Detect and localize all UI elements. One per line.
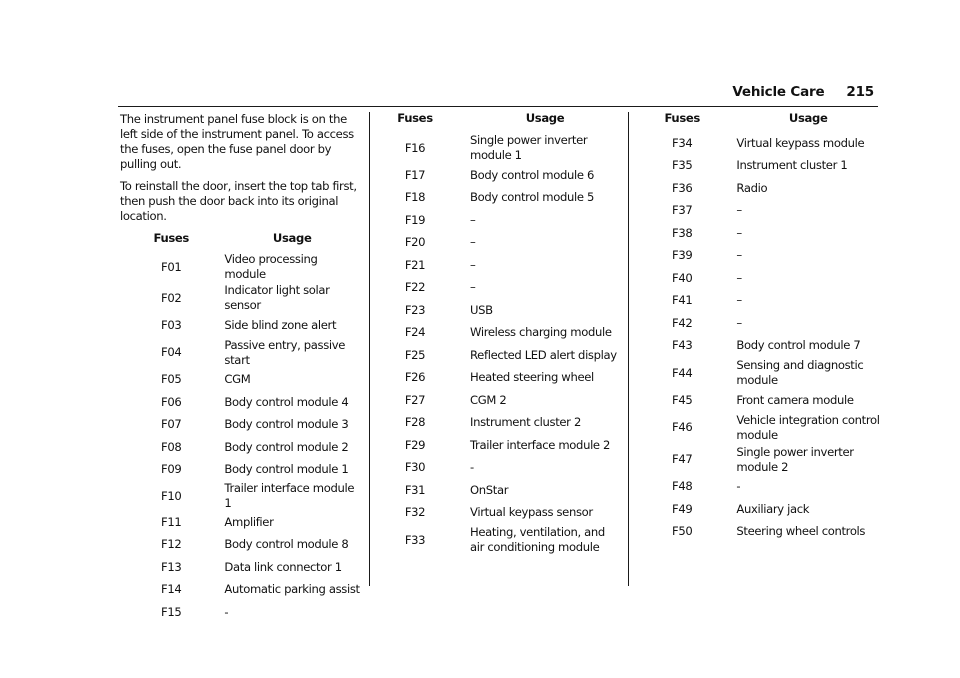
table-row	[654, 155, 880, 178]
fuse-usage: Automatic parking assist	[224, 582, 360, 597]
fuse-usage: Passive entry, passive start	[224, 337, 346, 367]
column-divider	[628, 112, 629, 586]
fuse-id: F05	[161, 372, 182, 387]
fuse-usage: Body control module 1	[224, 462, 349, 477]
fuse-id: F46	[672, 420, 693, 434]
table-row	[386, 344, 620, 367]
header-rule	[118, 106, 878, 107]
fuse-id: F42	[672, 315, 693, 330]
page-header	[732, 84, 874, 100]
fuse-id: F29	[404, 437, 426, 452]
fuse-usage: Sensing and diagnostic module	[736, 358, 864, 387]
fuse-id: F11	[161, 514, 182, 529]
table-row	[386, 254, 620, 277]
fuse-id: F19	[404, 212, 426, 227]
fuse-id: F01	[161, 259, 182, 274]
section-title: Vehicle Care	[732, 84, 825, 100]
table-row	[654, 444, 880, 476]
fuse-usage: Heated steering wheel	[470, 370, 594, 385]
table-row	[654, 521, 880, 544]
fuse-usage: Single power inverter module 1	[470, 133, 588, 162]
fuse-usage: Data link connector 1	[224, 559, 342, 574]
fuse-usage: Auxiliary jack	[736, 501, 810, 516]
fuse-usage: Body control module 8	[224, 537, 349, 552]
fuse-usage: -	[470, 460, 474, 475]
table-row	[144, 314, 360, 337]
table-row	[144, 282, 360, 314]
fuse-id: F03	[161, 317, 182, 332]
fuse-usage: –	[736, 293, 742, 308]
fuse-id: F15	[161, 604, 182, 619]
fuse-id: F41	[672, 293, 693, 308]
fuse-id: F32	[404, 505, 426, 520]
fuse-usage: Single power inverter module 2	[736, 444, 854, 474]
table-row	[386, 367, 620, 390]
fuse-id: F04	[161, 345, 182, 359]
fuse-usage: –	[470, 235, 476, 250]
fuse-usage: -	[736, 479, 741, 494]
table-row	[654, 200, 880, 223]
fuse-id: F10	[161, 488, 182, 503]
column-2	[380, 112, 620, 556]
fuse-usage: Body control module 6	[470, 167, 594, 182]
table-row	[386, 389, 620, 412]
fuse-id: F37	[672, 203, 693, 218]
fuse-usage: –	[470, 280, 476, 295]
fuse-table-body	[144, 252, 360, 624]
fuse-usage: Side blind zone alert	[224, 317, 337, 332]
table-row	[654, 177, 880, 200]
table-row	[386, 187, 620, 210]
fuse-id: F20	[404, 235, 426, 250]
table-row	[386, 164, 620, 187]
fuse-usage: Steering wheel controls	[736, 524, 866, 539]
table-row	[654, 222, 880, 245]
intro-paragraph: To reinstall the door, insert the top tab first, then push the door back into its original location.	[120, 179, 357, 223]
fuse-usage: Virtual keypass sensor	[470, 505, 593, 520]
fuse-usage: Body control module 2	[224, 439, 349, 454]
fuse-usage: –	[470, 212, 476, 227]
fuse-usage: Radio	[736, 180, 768, 195]
table-row	[654, 412, 880, 444]
fuse-usage: Body control module 7	[736, 338, 861, 353]
fuses-header: Fuses	[397, 111, 433, 125]
table-row	[654, 312, 880, 335]
table-row	[144, 459, 360, 482]
table-row	[654, 335, 880, 358]
fuse-id: F30	[404, 460, 426, 475]
table-row	[144, 391, 360, 414]
table-row	[654, 132, 880, 155]
fuses-header: Fuses	[664, 111, 700, 125]
table-row	[144, 337, 360, 369]
fuse-id: F14	[161, 582, 182, 597]
table-row	[144, 252, 360, 282]
fuse-usage: –	[736, 225, 742, 240]
table-row	[654, 245, 880, 268]
table-row	[144, 556, 360, 579]
fuse-id: F21	[404, 257, 426, 272]
fuse-id: F22	[404, 280, 426, 295]
fuse-table-body	[654, 132, 880, 543]
fuse-usage: CGM 2	[470, 392, 507, 407]
fuse-id: F12	[161, 537, 182, 552]
fuse-id: F39	[672, 248, 693, 263]
column-divider	[369, 112, 370, 586]
fuse-id: F18	[404, 190, 426, 205]
table-row	[386, 277, 620, 300]
table-row	[654, 290, 880, 313]
fuse-id: F45	[672, 392, 693, 407]
fuse-id: F33	[404, 532, 426, 547]
table-row	[144, 414, 360, 437]
table-row	[386, 524, 620, 556]
table-row	[144, 579, 360, 602]
table-row	[654, 498, 880, 521]
fuse-id: F23	[404, 302, 426, 317]
table-row	[386, 434, 620, 457]
table-row	[144, 511, 360, 534]
fuse-id: F38	[672, 225, 693, 240]
fuse-id: F06	[161, 394, 182, 409]
fuse-usage: OnStar	[470, 482, 509, 497]
fuse-usage: Body control module 4	[224, 394, 349, 409]
fuse-id: F16	[404, 140, 426, 155]
fuse-usage: –	[736, 203, 742, 218]
fuse-id: F36	[672, 180, 693, 195]
fuse-usage: –	[736, 315, 742, 330]
table-row	[144, 534, 360, 557]
table-row	[144, 481, 360, 511]
fuse-usage: Instrument cluster 2	[470, 415, 581, 430]
table-row	[654, 357, 880, 389]
fuse-id: F31	[404, 482, 426, 497]
table-row	[386, 232, 620, 255]
fuse-id: F02	[161, 290, 182, 305]
fuse-usage: Reflected LED alert display	[470, 347, 617, 362]
fuse-id: F28	[404, 415, 426, 430]
usage-header: Usage	[525, 111, 565, 125]
table-row	[386, 209, 620, 232]
fuse-id: F26	[404, 370, 426, 385]
table-row	[144, 369, 360, 392]
fuse-usage: USB	[470, 302, 493, 317]
column-1	[120, 112, 360, 624]
fuse-table	[144, 231, 360, 624]
fuses-header: Fuses	[153, 231, 189, 245]
fuse-usage: Body control module 3	[224, 417, 349, 432]
table-row	[386, 322, 620, 345]
fuse-usage: Indicator light solar sensor	[224, 283, 330, 312]
fuse-id: F44	[672, 365, 693, 380]
fuse-usage: Body control module 5	[470, 190, 594, 205]
fuse-usage: Wireless charging module	[470, 325, 612, 340]
fuse-usage: Amplifier	[224, 514, 274, 529]
fuse-usage: Vehicle integration control module	[736, 412, 880, 442]
fuse-id: F08	[161, 439, 182, 454]
fuse-id: F25	[404, 347, 426, 362]
fuse-table	[386, 111, 620, 556]
fuse-usage: Front camera module	[736, 392, 854, 407]
fuse-id: F43	[672, 338, 693, 353]
fuse-usage: Instrument cluster 1	[736, 158, 848, 173]
usage-header: Usage	[272, 231, 312, 245]
intro-paragraph: The instrument panel fuse block is on the left side of the instrument panel. To access the fuses, open the fuse panel door by pulling out.	[120, 112, 354, 171]
table-row	[386, 479, 620, 502]
fuse-id: F07	[161, 417, 182, 432]
table-row	[654, 476, 880, 499]
page-number: 215	[846, 84, 874, 100]
fuse-usage: Video processing module	[224, 252, 318, 281]
table-row	[386, 412, 620, 435]
fuse-usage: –	[736, 248, 742, 263]
fuse-usage: Trailer interface module 1	[224, 481, 355, 510]
fuse-table	[654, 111, 880, 543]
table-row	[386, 457, 620, 480]
fuse-id: F09	[161, 462, 182, 477]
fuse-usage: Trailer interface module 2	[470, 437, 611, 452]
fuse-id: F13	[161, 559, 182, 574]
fuse-id: F49	[672, 501, 693, 516]
fuse-id: F40	[672, 270, 693, 285]
fuse-id: F27	[404, 392, 426, 407]
table-row	[654, 267, 880, 290]
fuse-id: F47	[672, 452, 693, 466]
fuse-usage: -	[224, 604, 229, 619]
table-row	[144, 436, 360, 459]
fuse-usage: CGM	[224, 372, 251, 387]
fuse-id: F24	[404, 325, 426, 340]
table-row	[386, 299, 620, 322]
fuse-id: F34	[672, 135, 693, 150]
fuse-usage: Heating, ventilation, and air conditioning module	[470, 525, 605, 554]
column-3	[640, 112, 880, 543]
fuse-id: F17	[404, 167, 426, 182]
fuse-id: F35	[672, 158, 693, 173]
table-row	[654, 389, 880, 412]
fuse-usage: Virtual keypass module	[736, 135, 865, 150]
fuse-id: F50	[672, 524, 693, 539]
table-row	[144, 601, 360, 624]
usage-header: Usage	[788, 111, 828, 125]
table-row	[386, 502, 620, 525]
fuse-usage: –	[470, 257, 476, 272]
fuse-id: F48	[672, 479, 693, 494]
fuse-table-body	[386, 132, 620, 556]
fuse-usage: –	[736, 270, 742, 285]
table-row	[386, 132, 620, 164]
